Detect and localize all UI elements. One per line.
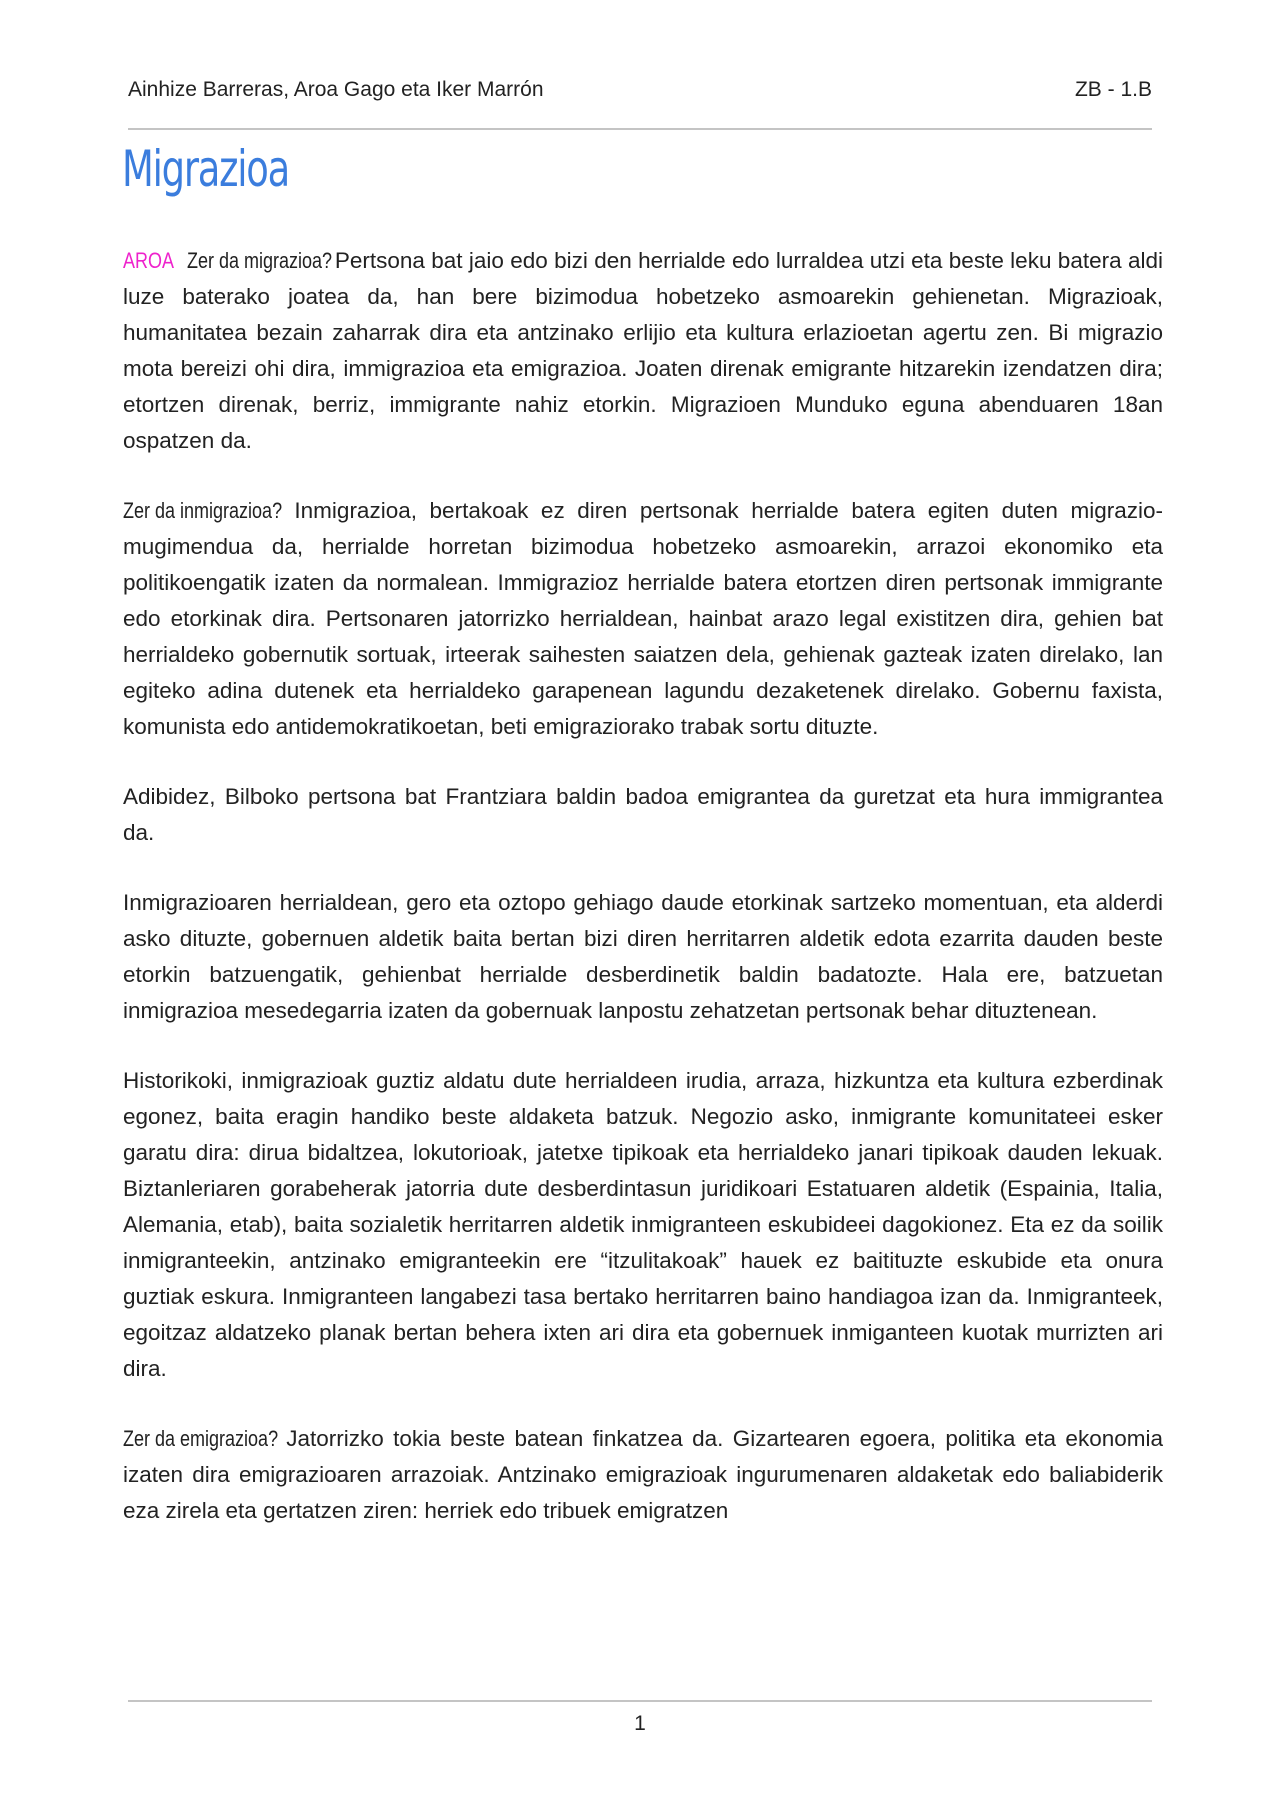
question-heading-emigration: Zer da emigrazioa?	[123, 1426, 279, 1451]
paragraph-immigration	[123, 493, 1163, 745]
paragraph-example	[123, 779, 1163, 851]
paragraph-problems	[123, 885, 1163, 1029]
question-heading-immigration: Zer da inmigrazioa?	[123, 498, 283, 523]
paragraph-text: Inmigrazioaren herrialdean, gero eta oztopo gehiago daude etorkinak sartzeko momentuan, eta alderdi asko dituzte, gobernuen aldetik baita bertan bizi diren herritarren aldetik edota ezarrita dauden beste etorkin batzuengatik, gehienbat herrialde desberdinetik baldin badatozte. Hala ere, batzuetan inmigrazioa mesedegarria izaten da gobernuak lanpostu zehatzetan pertsonak behar dituztenean.	[123, 890, 1163, 1023]
speaker-label: AROA	[123, 248, 175, 273]
footer-divider	[128, 1700, 1152, 1702]
document-body	[123, 243, 1163, 1529]
paragraph-text: Pertsona bat jaio edo bizi den herrialde edo lurraldea utzi eta beste leku batera aldi luze baterako joatea da, han bere bizimodua hobetzeko asmoarekin gehienetan. Migrazioak, humanitatea bezain zaharrak dira eta antzinako erlijio eta kultura erlazioetan agertu zen. Bi migrazio mota bereizi ohi dira, immigrazioa eta emigrazioa. Joaten direnak emigrante hitzarekin izendatzen dira; etortzen direnak, berriz, immigrante nahiz etorkin. Migrazioen Munduko eguna abenduaren 18an ospatzen da.	[123, 248, 1163, 453]
page-header	[128, 78, 1152, 108]
header-divider	[128, 128, 1152, 130]
paragraph-text: Jatorrizko tokia beste batean finkatzea da. Gizartearen egoera, politika eta ekonomia izaten dira emigrazioaren arrazoiak. Antzinako emigrazioak ingurumenaren aldaketak edo baliabiderik eza zirela eta gertatzen ziren: herriek edo tribuek emigratzen	[123, 1426, 1163, 1523]
paragraph-text: Adibidez, Bilboko pertsona bat Frantziara baldin badoa emigrantea da guretzat eta hura immigrantea da.	[123, 784, 1163, 845]
paragraph-text: Historikoki, inmigrazioak guztiz aldatu dute herrialdeen irudia, arraza, hizkuntza eta kultura ezberdinak egonez, baita eragin handiko beste aldaketa batzuk. Negozio asko, inmigrante komunitateei esker garatu dira: dirua bidaltzea, lokutorioak, jatetxe tipikoak eta herrialdeko janari tipikoak dauden lekuak. Biztanleriaren gorabeherak jatorria dute desberdintasun juridikoari Estatuaren aldetik (Espainia, Italia, Alemania, etab), baita sozialetik herritarren aldetik inmigranteen eskubideei dagokionez. Eta ez da soilik inmigranteekin, antzinako emigranteekin ere “itzulitakoak” hauek ez baitituzte eskubide eta onura guztiak eskura. Inmigranteen langabezi tasa bertako herritarren baino handiagoa izan da. Inmigranteek, egoitzaz aldatzeko planak bertan behera ixten ari dira eta gobernuek inmiganteen kuotak murrizten ari dira.	[123, 1068, 1163, 1381]
header-class-code: ZB - 1.B	[1074, 78, 1152, 101]
paragraph-intro	[123, 243, 1163, 459]
page-title: Migrazioa	[122, 140, 289, 198]
header-authors: Ainhize Barreras, Aroa Gago eta Iker Marrón	[128, 78, 544, 101]
paragraph-text: Inmigrazioa, bertakoak ez diren pertsonak herrialde batera egiten duten migrazio-mugimendua da, herrialde horretan bizimodua hobetzeko asmoarekin, arrazoi ekonomiko eta politikoengatik izaten da normalean. Immigrazioz herrialde batera etortzen diren pertsonak immigrante edo etorkinak dira. Pertsonaren jatorrizko herrialdean, hainbat arazo legal existitzen dira, gehien bat herrialdeko gobernutik sortuak, irteerak saihesten saiatzen dela, gehienak gazteak izaten direlako, lan egiteko adina dutenek eta herrialdeko garapenean lagundu dezaketenek direlako. Gobernu faxista, komunista edo antidemokratikoetan, beti emigraziorako trabak sortu dituzte.	[123, 498, 1163, 739]
question-heading-migration: Zer da migrazioa?	[187, 248, 333, 273]
page-number: 1	[634, 1712, 646, 1735]
paragraph-history	[123, 1063, 1163, 1387]
paragraph-emigration	[123, 1421, 1163, 1529]
